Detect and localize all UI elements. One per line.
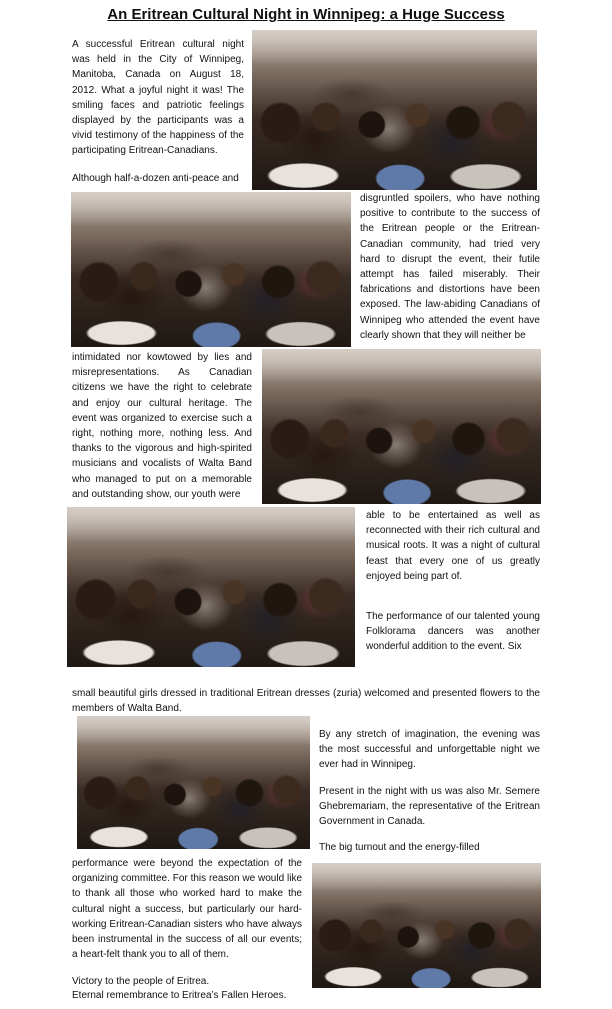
paragraph-spoilers-start: Although half-a-dozen anti-peace and — [72, 173, 239, 184]
closing-remembrance: Eternal remembrance to Eritrea’s Fallen Heroes. — [72, 990, 287, 1001]
paragraph-thanks: performance were beyond the expectation of the organizing committee. For this reason we would like to thank all those who worked hard to make the cultural night a success, but particularly our hard-working Eritrean-Canadian sisters who have always been instrumental in the success of all our events; a heart-felt thank you to all of them. — [72, 858, 302, 961]
photo-crowd-dancing-5 — [77, 716, 310, 849]
article-title: An Eritrean Cultural Night in Winnipeg: a Huge Success — [107, 6, 505, 23]
photo-crowd-dancing-4 — [67, 507, 355, 667]
paragraph-turnout-start: The big turnout and the energy-filled — [319, 842, 480, 853]
photo-crowd-dancing-2 — [71, 192, 351, 347]
paragraph-unforgettable: By any stretch of imagination, the evening was the most successful and unforgettable night we ever had in Winnipeg. — [319, 729, 540, 771]
paragraph-rights: intimidated nor kowtowed by lies and misrepresentations. As Canadian citizens we have the right to celebrate and enjoy our cultural heritage. The event was organized to exercise such a right, nothing more, nothing less. And thanks to the vigorous and high-spirited musicians and vocalists of Walta Band who managed to put on a memorable and outstanding show, our youth were — [72, 352, 252, 500]
photo-crowd-dancing-1 — [252, 30, 537, 190]
photo-crowd-dancing-3 — [262, 349, 541, 504]
photo-women-dancing — [312, 863, 541, 988]
closing-victory: Victory to the people of Eritrea. — [72, 976, 210, 987]
paragraph-representative: Present in the night with us was also Mr. Semere Ghebremariam, the representative of the Eritrean Government in Canada. — [319, 786, 540, 828]
paragraph-spoilers-cont: disgruntled spoilers, who have nothing positive to contribute to the success of the Eritrean people or the Eritrean-Canadian community, had tried very hard to disrupt the event, their futile attempt has failed miserably. Their fabrications and distortions have been exposed. The law-abiding Canadians of Winnipeg who attended the event have clearly shown that they will neither be — [360, 193, 540, 341]
paragraph-intro: A successful Eritrean cultural night was held in the City of Winnipeg, Manitoba, Canada on August 18, 2012. What a joyful night it was! The smiling faces and patriotic feelings displayed by the participants was a vivid testimony of the happiness of the participating Eritrean-Canadians. — [72, 39, 244, 157]
paragraph-zuria: small beautiful girls dressed in traditional Eritrean dresses (zuria) welcomed and presented flowers to the members of Walta Band. — [72, 688, 540, 715]
paragraph-entertained: able to be entertained as well as reconnected with their rich cultural and musical roots. It was a night of cultural feast that every one of us greatly enjoyed being part of. — [366, 510, 540, 582]
paragraph-folklorama: The performance of our talented young Folklorama dancers was another wonderful addition to the event. Six — [366, 611, 540, 653]
